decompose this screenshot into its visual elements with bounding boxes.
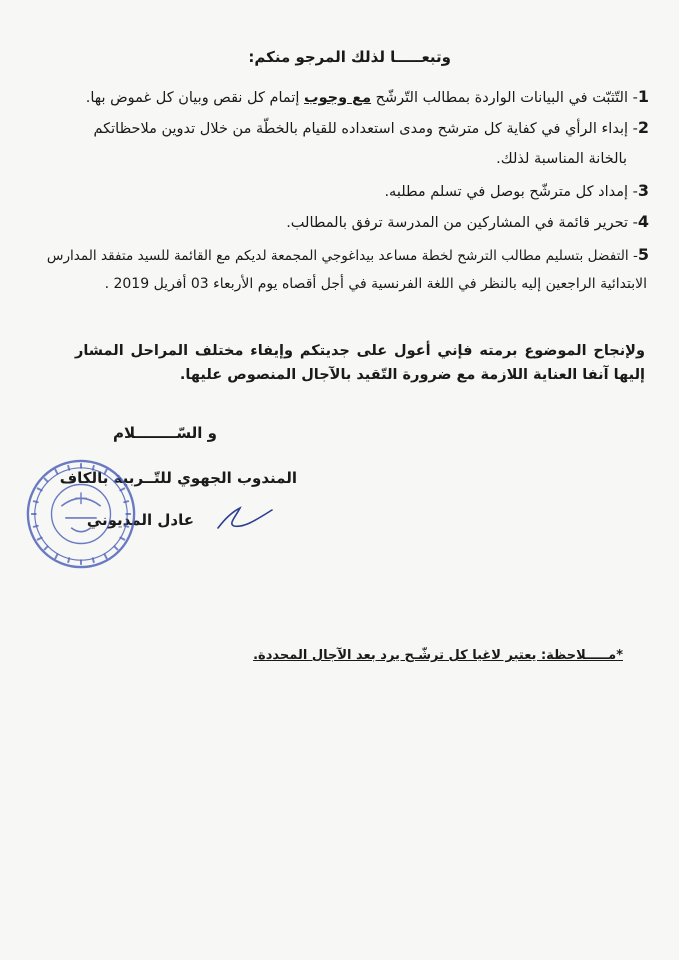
item-4-text: - تحرير قائمة في المشاركين من المدرسة ترفق بالمطالب. — [286, 215, 638, 231]
item-1-before: - التّثبّت في البيانات الواردة بمطالب التّرشّح — [371, 90, 638, 106]
item-2-line-2: بالخانة المناسبة لذلك. — [496, 151, 627, 167]
item-5-number: 5 — [637, 245, 649, 264]
item-3 — [384, 181, 649, 200]
item-5-line-2: الابتدائية الراجعين إليه بالنظر في اللغة الفرنسية في أجل أقصاه يوم الأربعاء 03 أفريل 2019 . — [104, 276, 647, 292]
item-4 — [286, 212, 649, 231]
item-3-text: - إمداد كل مترشّح بوصل في تسلم مطلبه. — [384, 184, 638, 200]
item-2-number: 2 — [637, 118, 649, 137]
item-1-after: إتمام كل نقص وبيان كل غموض بها. — [85, 90, 304, 106]
item-1-emphasis: مع وجوب — [304, 90, 372, 106]
intro-line: وتبعـــــا لذلك المرجو منكم: — [248, 48, 451, 66]
item-1-number: 1 — [637, 87, 649, 106]
item-5-text: - التفضل بتسليم مطالب الترشح لخطة مساعد بيداغوجي المجمعة لديكم مع القائمة للسيد متفقد المدارس — [46, 248, 638, 264]
signatory-title: المندوب الجهوي للتّــربية بالكاف — [59, 469, 297, 487]
salutation: و السّــــــــلام — [113, 424, 217, 442]
note: *مـــــلاحظة: يعتبر لاغيا كل ترشّـح يرد بعد الآجال المحددة. — [253, 648, 623, 663]
closing-paragraph: ولإنجاح الموضوع برمته فإني أعول على جديتكم وإيفاء مختلف المراحل المشار إليها آنفا العناية اللازمة مع ضرورة التّقيد بالآجال المنصوص عليها. — [75, 343, 645, 383]
item-5-line-1 — [47, 245, 649, 264]
item-2-text: - إبداء الرأي في كفاية كل مترشح ومدى استعداده للقيام بالخطّة من خلال تدوين ملاحظاتكم — [93, 121, 638, 137]
item-1 — [86, 87, 649, 106]
handwritten-signature — [210, 498, 280, 538]
official-stamp-icon — [22, 455, 140, 573]
item-3-number: 3 — [637, 181, 649, 200]
item-4-number: 4 — [637, 212, 649, 231]
signatory-name: عادل المديوني — [86, 511, 194, 529]
item-2-line-1 — [93, 118, 649, 137]
